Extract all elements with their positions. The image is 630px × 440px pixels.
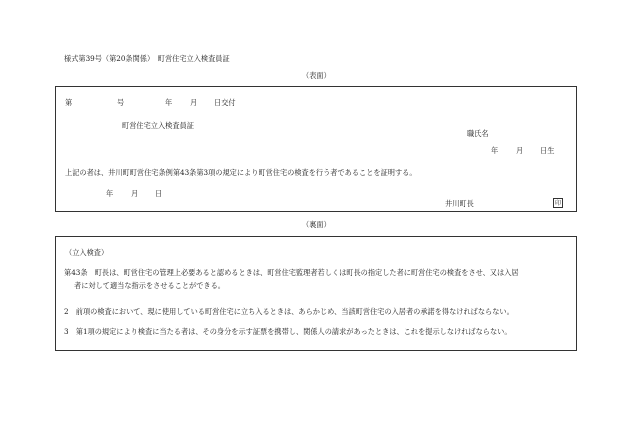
back-heading: （立入検査） bbox=[65, 248, 109, 257]
issue-day: 日交付 bbox=[214, 98, 236, 107]
front-label: （表面） bbox=[302, 71, 331, 80]
article-line-2: 者に対して適当な指示をさせることができる。 bbox=[74, 281, 225, 290]
position-name-label: 職氏名 bbox=[467, 129, 489, 138]
card-title: 町営住宅立入検査員証 bbox=[122, 121, 194, 130]
issuer: 井川町長 bbox=[445, 199, 474, 208]
number-suffix: 号 bbox=[117, 98, 125, 107]
article-line-1: 第43条 町長は、町営住宅の管理上必要あると認めるときは、町営住宅監理者若しくは町長の指定した者に町営住宅の検査をさせ、又は入居 bbox=[64, 268, 519, 277]
birth-month: 月 bbox=[516, 146, 524, 155]
certification-text: 上記の者は、井川町町営住宅条例第43条第3項の規定により町営住宅の検査を行う者であることを証明する。 bbox=[65, 168, 417, 177]
back-label: （裏面） bbox=[302, 220, 331, 229]
clause-3: 3 第1項の規定により検査に当たる者は、その身分を示す証票を携帯し、関係人の請求があったときは、これを提示しなければならない。 bbox=[64, 327, 512, 336]
date-year: 年 bbox=[106, 189, 114, 198]
issue-month: 月 bbox=[190, 98, 198, 107]
seal-stamp: 印 bbox=[554, 200, 561, 207]
number-prefix: 第 bbox=[65, 98, 73, 107]
birth-day: 日生 bbox=[540, 146, 555, 155]
clause-2: 2 前項の検査において、現に使用している町営住宅に立ち入るときは、あらかじめ、当該町営住宅の入居者の承諾を得なければならない。 bbox=[64, 307, 514, 316]
form-title: 様式第39号（第20条関係） 町営住宅立入検査員証 bbox=[64, 54, 230, 63]
date-month: 月 bbox=[131, 189, 139, 198]
date-day: 日 bbox=[155, 189, 163, 198]
issue-year: 年 bbox=[165, 98, 173, 107]
birth-year: 年 bbox=[491, 146, 499, 155]
